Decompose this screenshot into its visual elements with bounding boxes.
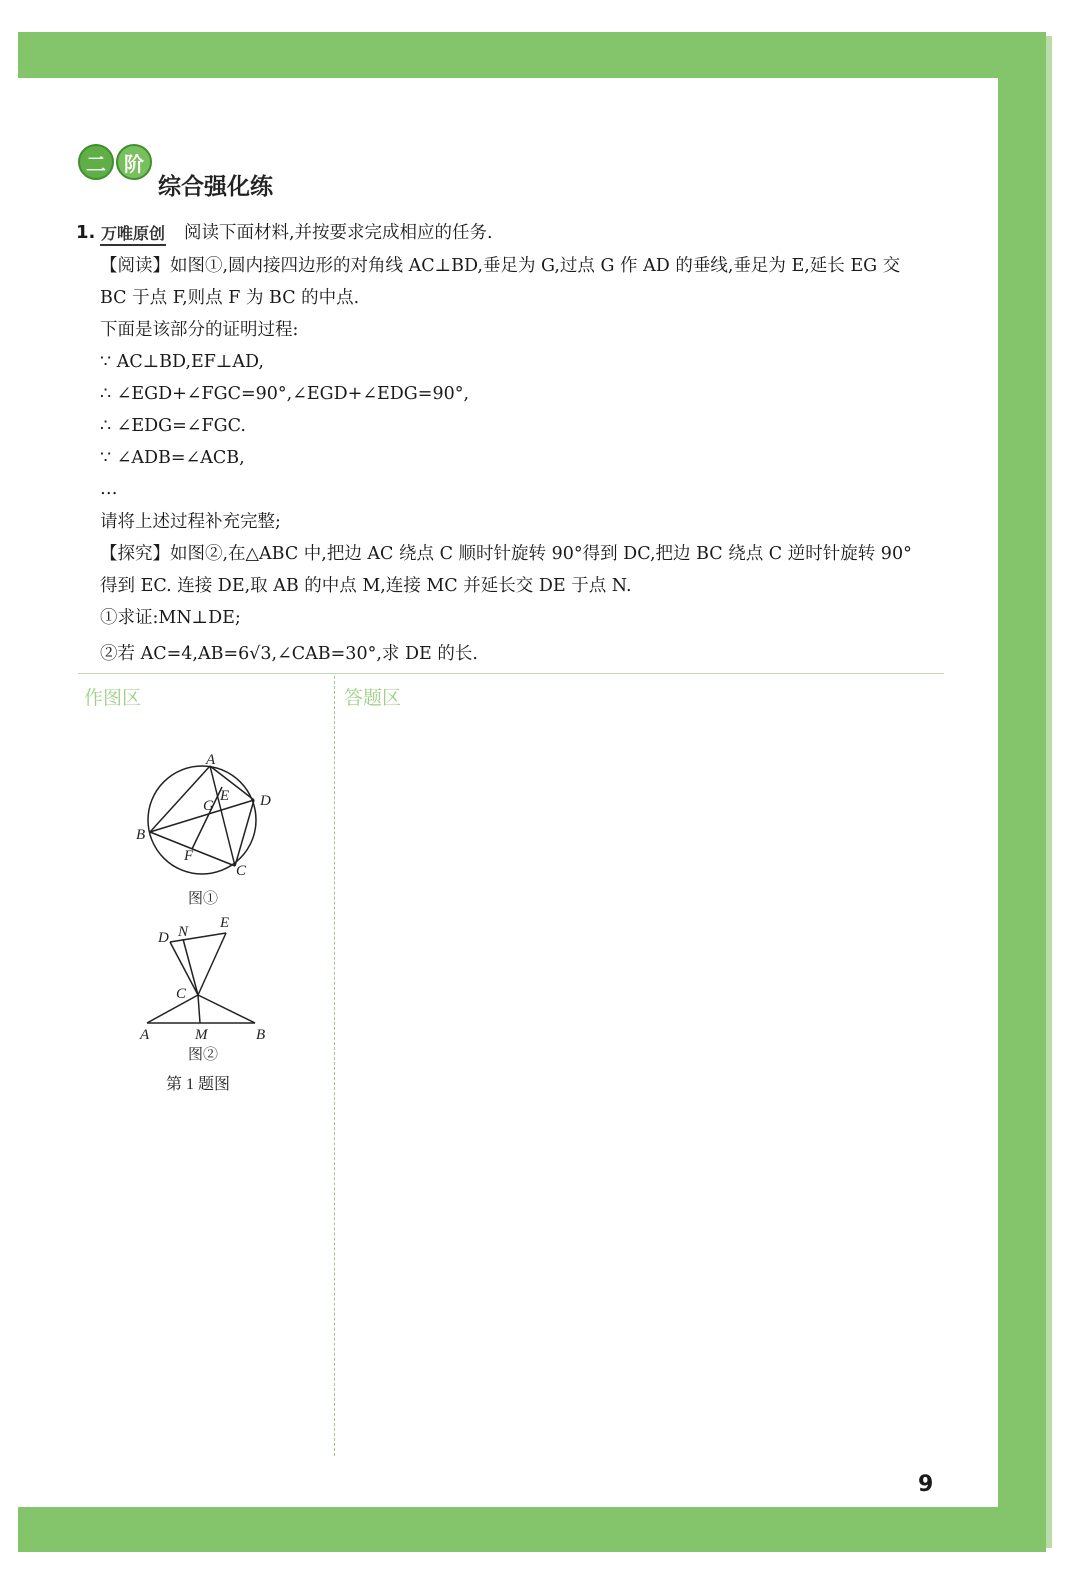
figure-1 [148,766,256,874]
question-line: ②若 AC=4,AB=6√3,∠CAB=30°,求 DE 的长. [100,644,478,664]
question-line: … [100,479,118,499]
fig2-label-a: A [140,1027,150,1043]
figure-group-caption: 第 1 题图 [166,1076,231,1093]
question-line: ∴ ∠EDG=∠FGC. [100,416,246,436]
fig1-circle [148,766,256,874]
drawing-zone-label: 作图区 [84,687,142,709]
fig1-label-g: G [203,798,214,814]
fig1-label-e: E [220,788,230,804]
fig1-caption: 图① [188,891,219,907]
question-line: 阅读下面材料,并按要求完成相应的任务. [184,223,493,243]
section-title: 综合强化练 [158,174,273,200]
fig2-segment [147,995,198,1023]
fig1-label-a: A [206,752,216,768]
question-line: ∵ AC⊥BD,EF⊥AD, [100,352,264,372]
question-line: 【阅读】如图①,圆内接四边形的对角线 AC⊥BD,垂足为 G,过点 G 作 AD 的垂线,垂足为 E,延长 EG 交 [100,256,901,276]
question-line: ∵ ∠ADB=∠ACB, [100,448,245,468]
page-frame-bottom [18,1507,1046,1552]
fig1-segment [235,800,254,866]
question-line: ①求证:MN⊥DE; [100,608,241,628]
fig2-segment [198,995,200,1023]
question-tag: 万唯原创 [100,221,166,246]
question-line: BC 于点 F,则点 F 为 BC 的中点. [100,288,360,308]
fig2-segment [198,933,226,995]
zone-divider-vertical [334,676,335,1456]
fig2-segment [198,995,255,1023]
level-badge-char-1: 二 [78,144,114,180]
fig2-caption: 图② [188,1047,219,1063]
question-line: 得到 EC. 连接 DE,取 AB 的中点 M,连接 MC 并延长交 DE 于点 N. [100,576,632,596]
fig2-label-n: N [178,924,189,940]
question-number: 1. [76,222,96,243]
level-badge [78,144,152,180]
question-line: 下面是该部分的证明过程: [100,320,299,340]
fig1-label-c: C [236,863,247,879]
question-line: ∴ ∠EGD+∠FGC=90°,∠EGD+∠EDG=90°, [100,384,470,404]
question-line: 【探究】如图②,在△ABC 中,把边 AC 绕点 C 顺时针旋转 90°得到 DC,把边 BC 绕点 C 逆时针旋转 90° [100,544,912,564]
level-badge-char-2: 阶 [116,144,152,180]
fig2-label-c: C [176,986,187,1002]
fig2-label-m: M [195,1027,208,1043]
fig2-label-d: D [158,930,169,946]
page-number: 9 [918,1472,934,1497]
fig2-label-e: E [220,915,230,931]
fig1-label-f: F [184,848,194,864]
page-frame-top [18,32,1046,78]
fig1-segment [210,766,235,866]
figure-2 [147,933,255,1023]
page-frame-right [998,32,1046,1552]
zone-divider-horizontal [78,673,944,674]
fig2-label-b: B [256,1027,266,1043]
answer-zone-label: 答题区 [344,687,402,709]
figures [120,740,300,1110]
fig1-label-b: B [136,827,146,843]
question-line: 请将上述过程补充完整; [100,512,281,532]
fig1-label-d: D [260,793,271,809]
